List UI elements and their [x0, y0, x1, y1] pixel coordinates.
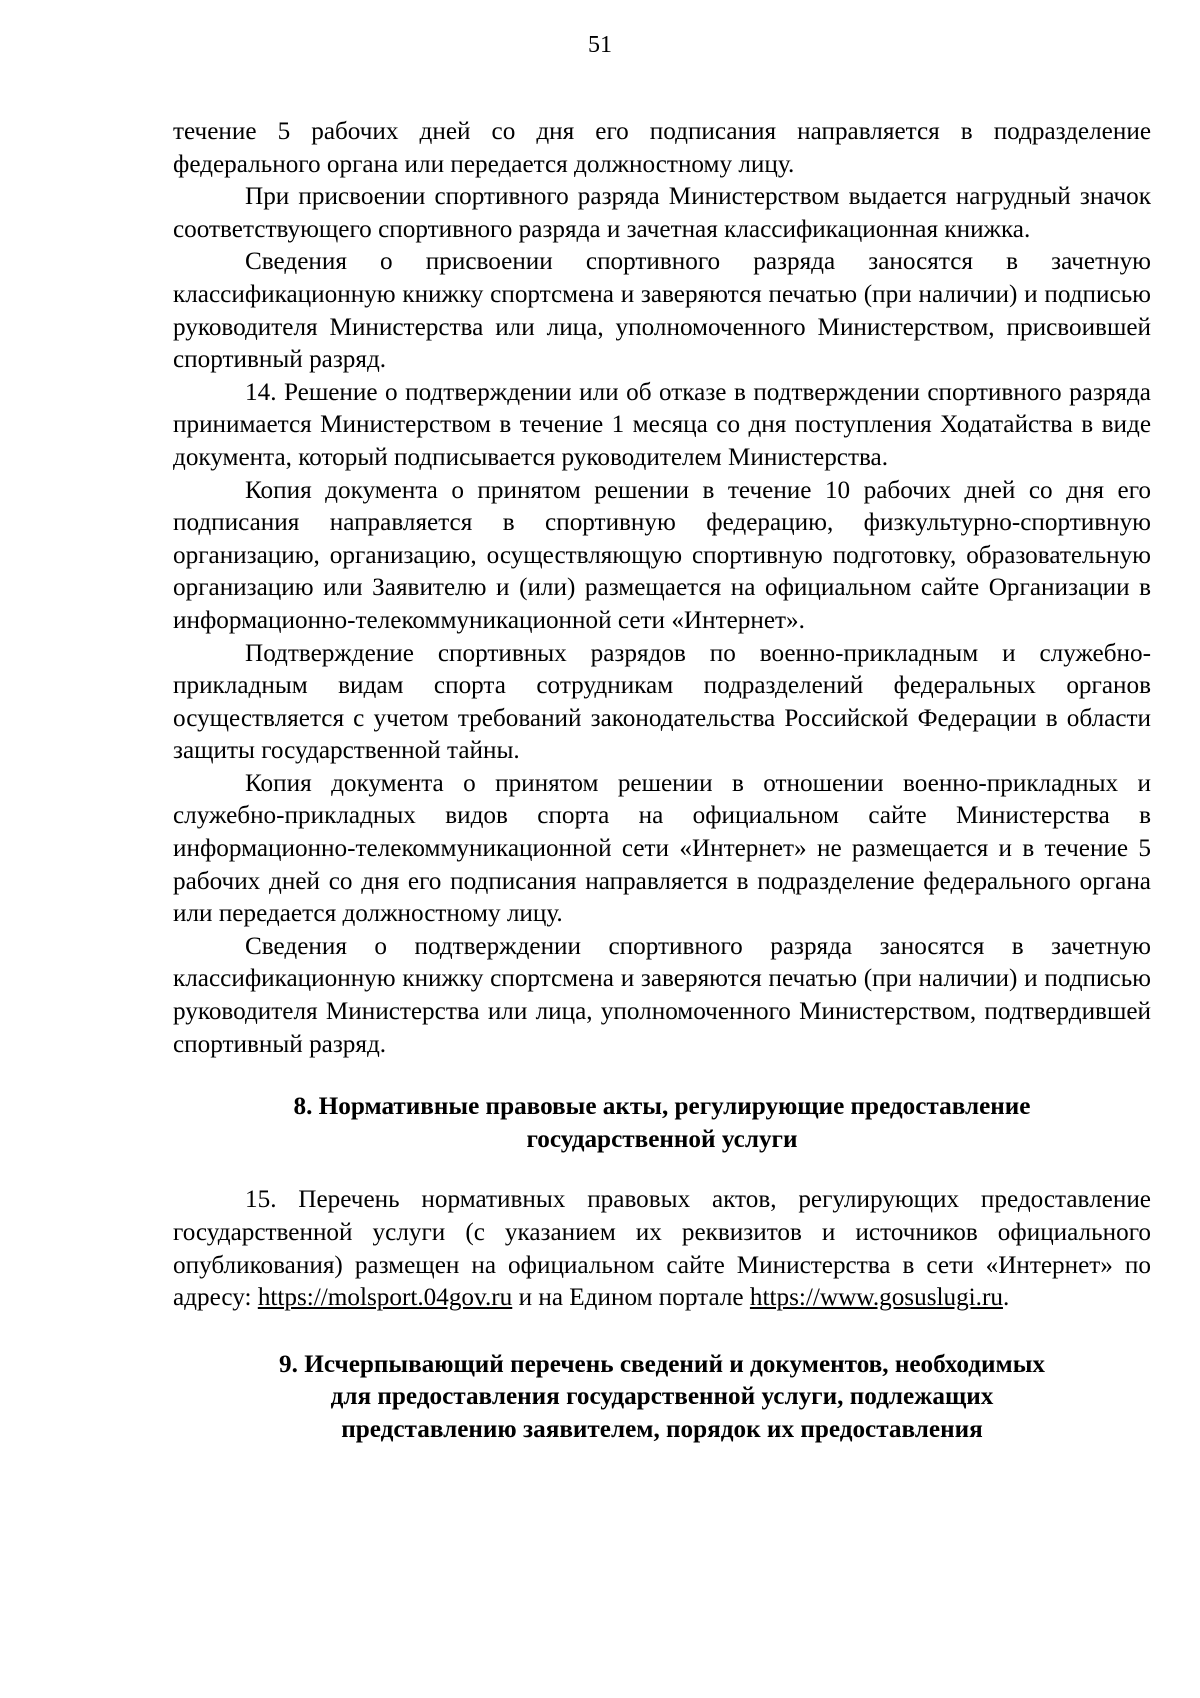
- item-15-text-part3: .: [1002, 1284, 1010, 1312]
- item-15-text-part2: и на Едином портале: [512, 1284, 750, 1312]
- gosuslugi-link[interactable]: https://www.gosuslugi.ru: [749, 1284, 1003, 1312]
- item-15-text-part1: 15. Перечень нормативных правовых актов, регулирующих предоставление государственной услуги (с указанием их реквизитов и источников официального опубликования) размещен на официальном сайте Министерства в сети «Интернет» по адресу:: [173, 1186, 1151, 1312]
- section-8-heading: [173, 1091, 1151, 1156]
- paragraph-badge-issuance: При присвоении спортивного разряда Министерством выдается нагрудный значок соответствующего спортивного разряда и зачетная классификационная книжка.: [173, 183, 1151, 243]
- section-9-heading: [173, 1349, 1151, 1447]
- section-9-heading-line1: 9. Исчерпывающий перечень сведений и документов, необходимых: [279, 1350, 1045, 1378]
- paragraph-decision-copy: Копия документа о принятом решении в течение 10 рабочих дней со дня его подписания направляется в спортивную федерацию, физкультурно-спортивную организацию, организацию, осуществляющую спортивную подготовку, образовательную организацию или Заявителю и (или) размещается на официальном сайте Организации в информационно-телекоммуникационной сети «Интернет».: [173, 476, 1151, 634]
- molsport-link[interactable]: https://molsport.04gov.ru: [257, 1284, 513, 1312]
- section-9-heading-line3: представлению заявителем, порядок их предоставления: [341, 1415, 983, 1443]
- paragraph-confirmation-record: Сведения о подтверждении спортивного разряда заносятся в зачетную классификационную книжку спортсмена и заверяются печатью (при наличии) и подписью руководителя Министерства или лица, уполномоченного Министерством, подтвердившей спортивный разряд.: [173, 932, 1151, 1058]
- section-9-heading-line2: для предоставления государственной услуги, подлежащих: [330, 1383, 994, 1411]
- paragraph-item-14: 14. Решение о подтверждении или об отказе в подтверждении спортивного разряда принимается Министерством в течение 1 месяца со дня поступления Ходатайства в виде документа, который подписывается руководителем Министерства.: [173, 378, 1151, 471]
- paragraph-assignment-record: Сведения о присвоении спортивного разряда заносятся в зачетную классификационную книжку спортсмена и заверяются печатью (при наличии) и подписью руководителя Министерства или лица, уполномоченного Министерством, присвоившей спортивный разряд.: [173, 248, 1151, 374]
- paragraph-military-confirmation: Подтверждение спортивных разрядов по военно-прикладным и служебно-прикладным видам спорта сотрудникам подразделений федеральных органов осуществляется с учетом требований законодательства Российской Федерации в области защиты государственной тайны.: [173, 639, 1151, 765]
- section-8-heading-line1: 8. Нормативные правовые акты, регулирующие предоставление: [293, 1093, 1031, 1121]
- paragraph-continuation: течение 5 рабочих дней со дня его подписания направляется в подразделение федерального органа или передается должностному лицу.: [173, 118, 1151, 178]
- paragraph-military-decision-copy: Копия документа о принятом решении в отношении военно-прикладных и служебно-прикладных видов спорта на официальном сайте Министерства в информационно-телекоммуникационной сети «Интернет» не размещается и в течение 5 рабочих дней со дня его подписания направляется в подразделение федерального органа или передается должностному лицу.: [173, 769, 1151, 928]
- page-number: 51: [588, 32, 612, 58]
- section-8-heading-line2: государственной услуги: [526, 1125, 798, 1153]
- document-body: [173, 116, 1151, 1447]
- paragraph-item-15: [173, 1184, 1151, 1314]
